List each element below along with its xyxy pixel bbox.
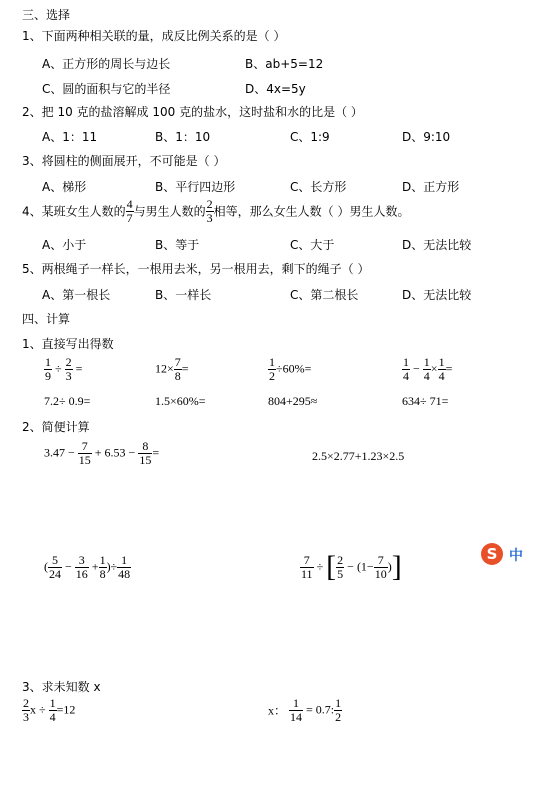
q4-text-2: 与男生人数的 bbox=[133, 204, 206, 219]
calc-1-title: 1、直接写出得数 bbox=[22, 337, 114, 351]
q4-option-d: D、无法比较 bbox=[402, 238, 472, 252]
q3-option-c: C、长方形 bbox=[290, 180, 347, 194]
q4-option-a: A、小于 bbox=[42, 238, 87, 252]
simple-calc-4: $\frac{7}{11}$ ÷ [ $\frac{2}{5}$ − (1− $\frac{7}{10}$ )] bbox=[301, 550, 402, 583]
q5-option-b: B、一样长 bbox=[155, 288, 212, 302]
fraction-2-3: $\frac{2}{3}$ bbox=[206, 197, 213, 225]
question-5-stem: 5、两根绳子一样长，一根用去米，另一根用去，剩下的绳子（ ） bbox=[22, 262, 370, 276]
simple-calc-1: 3.47 − $\frac{7}{15}$ + 6.53 − $\frac{8}{15}$ = bbox=[44, 439, 160, 467]
q2-option-c: C、1:9 bbox=[290, 130, 330, 144]
q2-option-a: A、1：11 bbox=[42, 130, 98, 144]
question-3-stem: 3、将圆柱的侧面展开，不可能是（ ） bbox=[22, 154, 226, 168]
simple-calc-2: 2.5×2.77+1.23×2.5 bbox=[312, 449, 405, 463]
q5-option-d: D、无法比较 bbox=[402, 288, 472, 302]
direct-calc-5: 7.2÷ 0.9= bbox=[44, 394, 91, 408]
calc-2-title: 2、简便计算 bbox=[22, 420, 90, 434]
question-2-stem: 2、把 10 克的盐溶解成 100 克的盐水，这时盐和水的比是（ ） bbox=[22, 105, 363, 119]
q4-option-c: C、大于 bbox=[290, 238, 335, 252]
calc-3-title: 3、求未知数 x bbox=[22, 680, 101, 694]
q1-option-c: C、圆的面积与它的半径 bbox=[42, 82, 171, 96]
q1-option-a: A、正方形的周长与边长 bbox=[42, 57, 171, 71]
q5-option-a: A、第一根长 bbox=[42, 288, 111, 302]
q3-option-a: A、梯形 bbox=[42, 180, 87, 194]
q2-option-b: B、1：10 bbox=[155, 130, 211, 144]
direct-calc-3: $\frac{1}{2}$ ÷60%= bbox=[269, 355, 312, 383]
direct-calc-7: 804+295≈ bbox=[268, 394, 318, 408]
simple-calc-3: ( $\frac{5}{24}$ − $\frac{3}{16}$ + $\frac{1}{8}$ )÷ $\frac{1}{48}$ bbox=[44, 553, 131, 581]
q4-text-1: 4、某班女生人数的 bbox=[22, 204, 126, 219]
section-3-title: 三、选择 bbox=[22, 8, 71, 22]
q1-option-d: D、4x=5y bbox=[245, 82, 306, 96]
q4-option-b: B、等于 bbox=[155, 238, 200, 252]
direct-calc-1: $\frac{1}{9}$ ÷ $\frac{2}{3}$ = bbox=[45, 355, 83, 383]
q4-text-3: 相等，那么女生人数（ ）男生人数。 bbox=[213, 204, 410, 219]
q1-option-b: B、ab+5=12 bbox=[245, 57, 324, 71]
fraction-4-7: $\frac{4}{7}$ bbox=[126, 197, 133, 225]
q3-option-d: D、正方形 bbox=[402, 180, 460, 194]
sogou-zhong-text: 中 bbox=[509, 548, 523, 564]
sogou-logo bbox=[479, 543, 539, 569]
sogou-s-icon: S bbox=[481, 543, 503, 565]
q5-option-c: C、第二根长 bbox=[290, 288, 359, 302]
direct-calc-6: 1.5×60%= bbox=[155, 394, 206, 408]
solve-x-1: $\frac{2}{3}$ x ÷ $\frac{1}{4}$ =12 bbox=[23, 696, 76, 724]
solve-x-2: x： $\frac{1}{14}$ = 0.7: $\frac{1}{2}$ bbox=[268, 696, 342, 724]
q2-option-d: D、9:10 bbox=[402, 130, 451, 144]
section-4-title: 四、计算 bbox=[22, 312, 71, 326]
q3-option-b: B、平行四边形 bbox=[155, 180, 236, 194]
direct-calc-8: 634÷ 71= bbox=[402, 394, 449, 408]
question-1-stem: 1、下面两种相关联的量，成反比例关系的是（ ） bbox=[22, 29, 286, 43]
question-4-stem bbox=[22, 198, 409, 224]
direct-calc-2: 12× $\frac{7}{8}$ = bbox=[155, 355, 189, 383]
direct-calc-4: $\frac{1}{4}$ − $\frac{1}{4}$ × $\frac{1}{4}$ = bbox=[403, 355, 453, 383]
